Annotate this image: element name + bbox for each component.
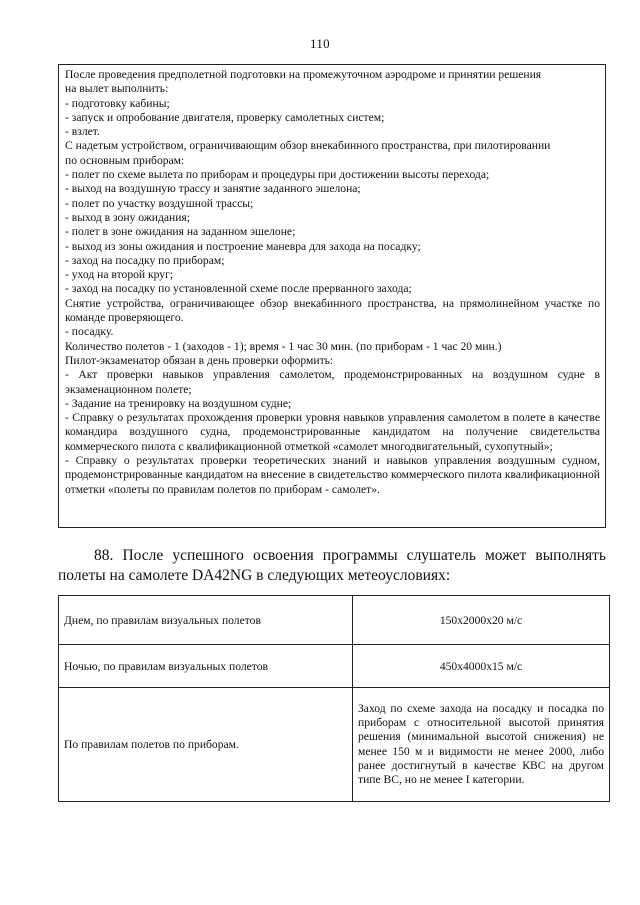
- removal-paragraph: Снятие устройства, ограничивающее обзор внекабинного пространства, на прямолинейном участке по команде проверяющего.: [65, 296, 600, 325]
- table-row: [59, 645, 610, 688]
- box-line: - выход на воздушную трассу и занятие заданного эшелона;: [65, 182, 361, 196]
- condition-cell: Днем, по правилам визуальных полетов: [59, 596, 353, 645]
- box-line: - полет по участку воздушной трассы;: [65, 196, 254, 210]
- flight-count-line: Количество полетов - 1 (заходов - 1); время - 1 час 30 мин. (по приборам - 1 час 20 мин.): [65, 339, 502, 353]
- act-paragraph: - Акт проверки навыков управления самолетом, продемонстрированных на воздушном судне в экзаменационном полете;: [65, 368, 600, 396]
- box-line: - уход на второй круг;: [65, 268, 174, 282]
- landing-line: - посадку.: [65, 325, 114, 339]
- paragraph-88-second-line: полеты на самолете DA42NG в следующих метеоусловиях:: [58, 566, 451, 584]
- certificate-paragraph: - Справку о результатах прохождения проверки уровня навыков управления самолетом в полете в качестве командира воздушного судна, продемонстрированные кандидатом на получение свидетельства коммерческого пилота с квалификационной отметкой «самолет многодвигательный, сухопутный»;: [65, 411, 600, 453]
- examiner-line: Пилот-экзаменатор обязан в день проверки оформить:: [65, 353, 334, 367]
- training-task-line: - Задание на тренировку на воздушном судне;: [65, 396, 292, 410]
- minimum-cell: 450х4000х15 м/с: [353, 645, 610, 688]
- minimum-cell: 150х2000х20 м/с: [353, 596, 610, 645]
- theory-paragraph: - Справку о результатах проверки теоретических знаний и навыков управления воздушным судном, продемонстрированные кандидатом на внесение в свидетельство коммерческого пилота квалификационной отметки «полеты по правилам полетов по приборам - самолет».: [65, 454, 600, 496]
- paragraph-88-first-line: 88. После успешного освоения программы слушатель может выполнять: [94, 547, 606, 564]
- table-row: [59, 596, 610, 645]
- box-line: - подготовку кабины;: [65, 96, 170, 110]
- page-number: 110: [310, 36, 330, 51]
- box-line: - запуск и опробование двигателя, проверку самолетных систем;: [65, 110, 385, 124]
- box-line: - выход из зоны ожидания и построение маневра для захода на посадку;: [65, 239, 421, 253]
- box-line: - заход на посадку по приборам;: [65, 253, 225, 267]
- condition-cell: По правилам полетов по приборам.: [59, 688, 353, 802]
- exam-procedure-box: [58, 64, 606, 528]
- box-line: - полет в зоне ожидания на заданном эшелоне;: [65, 225, 296, 239]
- weather-minimums-table: [58, 595, 610, 802]
- box-line: на вылет выполнить:: [65, 82, 169, 96]
- box-line: - заход на посадку по установленной схеме после прерванного захода;: [65, 282, 412, 296]
- table-row: [59, 688, 610, 802]
- box-line: После проведения предполетной подготовки на промежуточном аэродроме и принятии решения: [65, 68, 542, 81]
- box-line: - полет по схеме вылета по приборам и процедуры при достижении высоты перехода;: [65, 168, 490, 182]
- box-line: С надетым устройством, ограничивающим обзор внекабинного пространства, при пилотировании: [65, 139, 551, 153]
- box-line: - взлет.: [65, 125, 100, 139]
- condition-cell: Ночью, по правилам визуальных полетов: [59, 645, 353, 688]
- paragraph-88: [58, 546, 606, 585]
- box-line: по основным приборам:: [65, 153, 185, 167]
- box-line: - выход в зону ожидания;: [65, 210, 190, 224]
- minimum-cell: Заход по схеме захода на посадку и посадка по приборам с относительной высотой принятия решения (минимальной высотой снижения) не менее 150 м и видимости не менее 2000, либо ранее достигнутый в качестве КВС на другом типе ВС, но не менее I категории.: [353, 688, 610, 802]
